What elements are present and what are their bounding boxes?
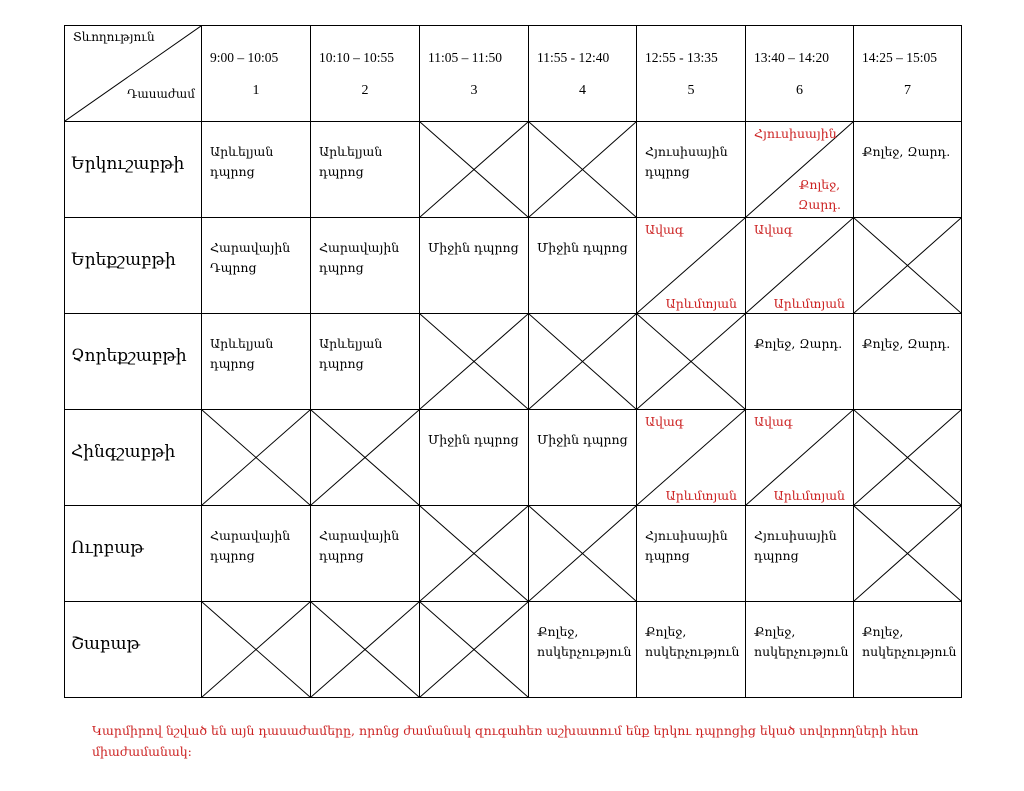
cross-mark [202,410,310,505]
schedule-cell [529,602,637,698]
day-row [65,122,962,218]
class-label: Քոլեջ, ոսկերչություն [754,624,849,659]
schedule-cell [202,506,311,602]
empty-cell [311,410,420,506]
split-top-label: Ավագ [645,414,684,429]
schedule-cell [420,218,529,314]
period-number: 6 [796,83,803,98]
day-row [65,410,962,506]
class-label: Հյուսիսային դպրոց [645,144,728,179]
class-label: Միջին դպրոց [537,432,628,447]
split-top-label: Ավագ [645,222,684,237]
split-bottom-label: Արևմտյան [773,488,845,503]
class-label: Հյուսիսային դպրոց [645,528,728,563]
corner-top-label: Տևողություն [73,30,155,44]
class-label: Արևելյան դպրոց [210,336,274,371]
schedule-cell [420,410,529,506]
class-label: Քոլեջ, ոսկերչություն [537,624,632,659]
day-cell [65,506,202,602]
schedule-cell [854,602,962,698]
period-time: 14:25 – 15:05 [862,50,938,65]
class-label: Քոլեջ, ոսկերչություն [645,624,740,659]
period-time: 10:10 – 10:55 [319,50,395,65]
cross-mark [854,410,961,505]
schedule-cell [311,218,420,314]
cross-mark [529,314,636,409]
day-name: Երեքշաբթի [71,250,176,270]
empty-cell [637,314,746,410]
split-bottom-label: Արևմտյան [665,296,737,311]
empty-cell [529,506,637,602]
schedule-cell [202,218,311,314]
cross-mark [420,122,528,217]
split-cell [637,410,746,506]
period-header [202,26,311,122]
schedule-cell [311,122,420,218]
schedule-cell [202,314,311,410]
empty-cell [854,410,962,506]
split-top-label: Ավագ [754,222,793,237]
class-label: Արևելյան դպրոց [210,144,274,179]
empty-cell [420,122,529,218]
day-cell [65,410,202,506]
cross-mark [637,314,745,409]
empty-cell [420,506,529,602]
period-time: 11:05 – 11:50 [428,50,502,65]
class-label: Միջին դպրոց [537,240,628,255]
period-time: 12:55 - 13:35 [645,50,718,65]
cross-mark [529,122,636,217]
split-cell [746,122,854,218]
empty-cell [529,314,637,410]
day-name: Չորեքշաբթի [71,346,187,366]
schedule-cell [746,602,854,698]
period-header [746,26,854,122]
cross-mark [854,218,961,313]
footnote: Կարմիրով նշված են այն դասաժամերը, որոնց ժամանակ զուգահեռ աշխատում ենք երկու դպրոցից եկած սովորողների հետ միաժամանակ: [92,723,919,759]
period-time: 11:55 - 12:40 [537,50,610,65]
corner-cell [65,26,202,122]
day-row [65,602,962,698]
cross-mark [311,410,419,505]
class-label: Հյուսիսային դպրոց [754,528,837,563]
class-label: Հարավային Դպրոց [210,240,291,275]
period-header [311,26,420,122]
split-bottom-label: Քոլեջ, Զարդ. [798,177,841,212]
class-label: Արևելյան դպրոց [319,336,383,371]
schedule-cell [854,122,962,218]
schedule-cell [311,506,420,602]
empty-cell [854,506,962,602]
period-header [637,26,746,122]
class-label: Քոլեջ, Զարդ. [862,336,951,351]
period-header [854,26,962,122]
schedule-cell [854,314,962,410]
cross-mark [420,314,528,409]
empty-cell [854,218,962,314]
period-time: 9:00 – 10:05 [210,50,279,65]
class-label: Հարավային դպրոց [319,240,400,275]
period-number: 1 [252,83,260,98]
class-label: Միջին դպրոց [428,240,519,255]
corner-bottom-label: Դասաժամ [127,87,195,101]
class-label: Արևելյան դպրոց [319,144,383,179]
schedule-cell [202,122,311,218]
period-number: 2 [361,83,369,98]
class-label: Քոլեջ, ոսկերչություն [862,624,957,659]
period-time: 13:40 – 14:20 [754,50,830,65]
cross-mark [311,602,419,697]
day-cell [65,122,202,218]
schedule-cell [637,122,746,218]
cross-mark [854,506,961,601]
class-label: Միջին դպրոց [428,432,519,447]
period-header [420,26,529,122]
day-row [65,506,962,602]
day-name: Երկուշաբթի [71,154,185,174]
empty-cell [311,602,420,698]
empty-cell [202,410,311,506]
cross-mark [529,506,636,601]
class-label: Հարավային դպրոց [319,528,400,563]
empty-cell [202,602,311,698]
period-header [529,26,637,122]
period-number: 4 [579,83,586,98]
empty-cell [420,314,529,410]
split-cell [637,218,746,314]
period-number: 5 [687,83,695,98]
day-row [65,314,962,410]
split-bottom-label: Արևմտյան [665,488,737,503]
period-number: 3 [470,83,478,98]
schedule-cell [637,602,746,698]
class-label: Քոլեջ, Զարդ. [862,144,951,159]
day-name: Շաբաթ [71,634,141,654]
empty-cell [420,602,529,698]
schedule-cell [746,314,854,410]
day-cell [65,218,202,314]
cross-mark [420,506,528,601]
split-cell [746,218,854,314]
cross-mark [420,602,528,697]
schedule-cell [529,410,637,506]
day-name: Հինգշաբթի [71,442,176,462]
day-name: Ուրբաթ [71,538,144,558]
class-label: Քոլեջ, Զարդ. [754,336,843,351]
day-cell [65,314,202,410]
split-top-label: Ավագ [754,414,793,429]
split-cell [746,410,854,506]
day-cell [65,602,202,698]
cross-mark [202,602,310,697]
schedule-table [64,25,962,698]
header-row [65,26,962,122]
empty-cell [529,122,637,218]
split-top-label: Հյուսիսային [754,126,837,141]
schedule-cell [637,506,746,602]
period-number: 7 [904,83,911,98]
schedule-cell [746,506,854,602]
day-row [65,218,962,314]
split-bottom-label: Արևմտյան [773,296,845,311]
schedule-cell [529,218,637,314]
schedule-cell [311,314,420,410]
class-label: Հարավային դպրոց [210,528,291,563]
